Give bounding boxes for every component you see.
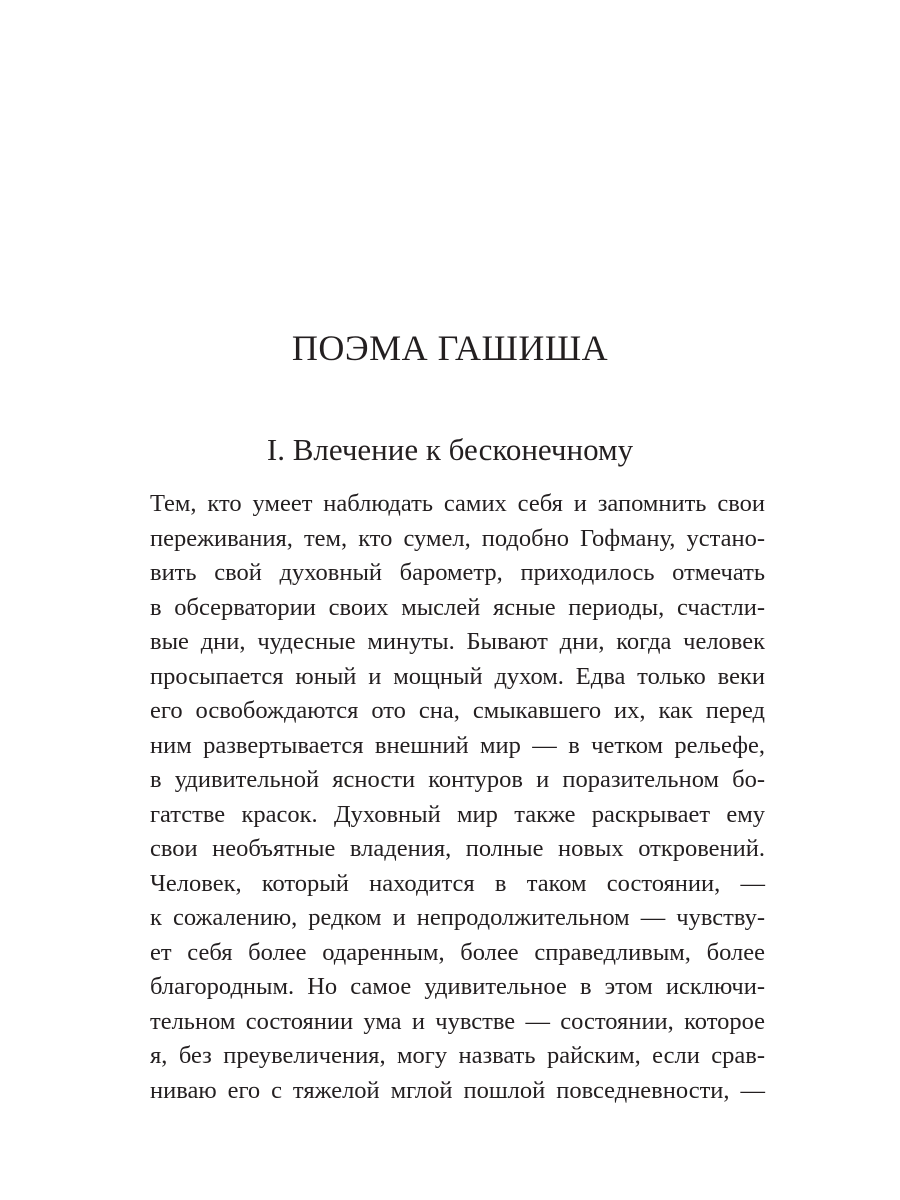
page-title: ПОЭМА ГАШИША [291,328,609,368]
text-line: Человек, который находится в таком состоянии, — [150,869,765,897]
text-line: я, без преувеличения, могу назвать райским, если срав- [150,1042,765,1069]
text-line: ниваю его с тяжелой мглой пошлой повседневности, — [150,1076,765,1104]
text-line: просыпается юный и мощный духом. Едва только веки [150,662,765,690]
text-line: ним развертывается внешний мир — в четком рельефе, [150,731,765,759]
text-line: свои необъятные владения, полные новых откровений. [150,835,765,862]
text-line: гатстве красок. Духовный мир также раскрывает ему [150,800,765,828]
text-line: благородным. Но самое удивительное в этом исключи- [150,973,765,1000]
text-line: вые дни, чудесные минуты. Бывают дни, когда человек [150,628,765,655]
text-line: тельном состоянии ума и чувстве — состоянии, которое [150,1007,765,1035]
text-line: Тем, кто умеет наблюдать самих себя и запомнить свои [150,490,765,517]
text-line: его освобождаются ото сна, смыкавшего их, как перед [150,697,765,724]
text-line: к сожалению, редком и непродолжительном — чувству- [150,904,765,931]
body-paragraph [150,487,765,1108]
text-line: ет себя более одаренным, более справедливым, более [150,938,765,966]
text-line: в удивительной ясности контуров и поразительном бо- [150,766,765,793]
text-line: переживания, тем, кто сумел, подобно Гофману, устано- [150,524,765,552]
chapter-heading: I. Влечение к бесконечному [266,432,634,467]
text-line: вить свой духовный барометр, приходилось отмечать [150,559,765,586]
text-line: в обсерватории своих мыслей ясные периоды, счастли- [150,593,765,621]
